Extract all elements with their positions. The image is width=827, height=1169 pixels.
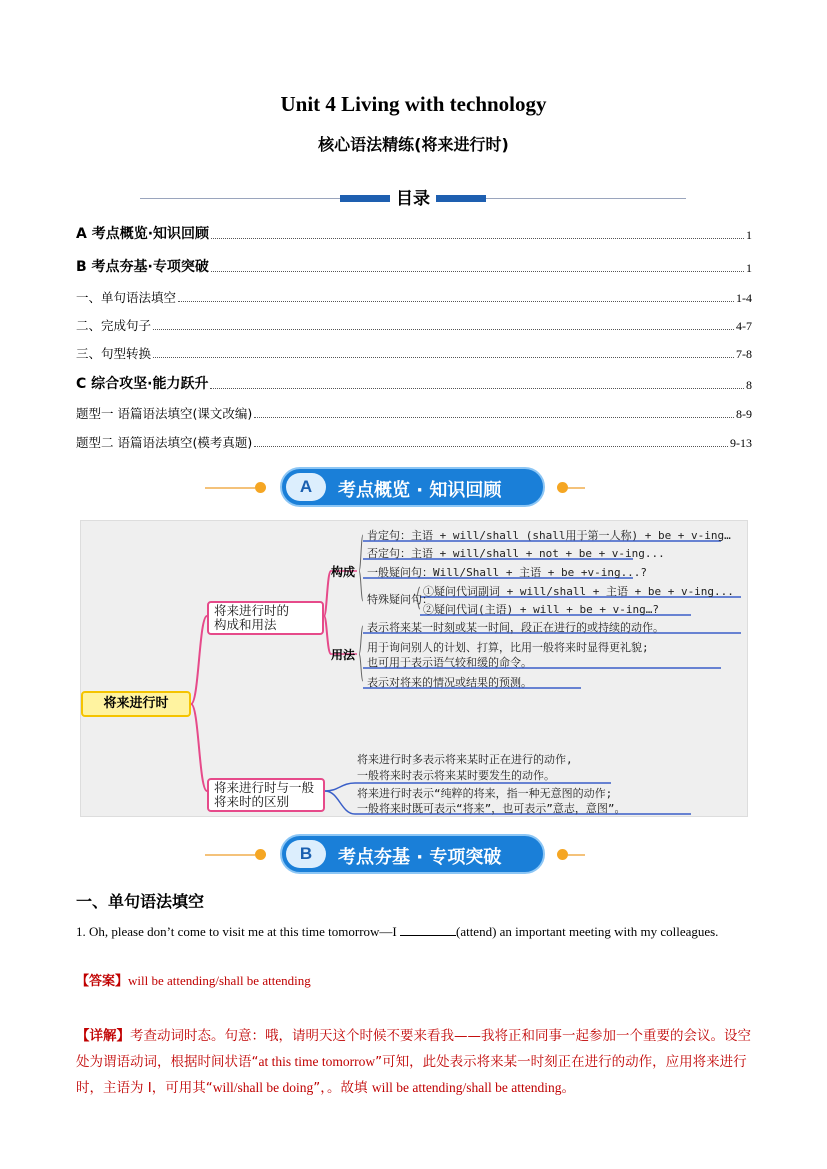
banner-pill <box>280 834 545 874</box>
comparison-3: 将来进行时表示“纯粹的将来，指一种无意图的动作; <box>357 787 613 800</box>
toc-leader <box>211 271 744 272</box>
document-title: Unit 4 Living with technology <box>280 92 547 116</box>
toc-entry[interactable] <box>76 404 752 422</box>
question-1 <box>76 920 752 944</box>
answer-tag: 【答案】 <box>76 974 129 989</box>
toc-entry-label: 题型二 语篇语法填空(模考真题) <box>76 435 253 450</box>
comparison-4: 一般将来时既可表示“将来”，也可表示”意志，意图”。 <box>357 802 626 815</box>
explain-fill: will be attending/shall be attending <box>371 1080 562 1095</box>
toc-leader <box>254 417 734 418</box>
toc-leader <box>178 301 734 302</box>
toc-entry[interactable] <box>76 433 752 451</box>
label-goucheng: 构成 <box>331 565 356 579</box>
banner-dot-right <box>557 482 568 493</box>
toc-leader <box>153 357 734 358</box>
question-text-after: (attend) an important meeting with my colleagues. <box>455 924 719 939</box>
explain-text-2: ”可知，此处表示将来某一时刻正在进行的动作，应用将来进行时，主语为 I，可用其“ <box>76 1054 747 1096</box>
toc-entry-page: 1 <box>746 261 752 275</box>
toc-entry-page: 9-13 <box>730 436 752 450</box>
explain-phrase: at this time tomorrow <box>258 1054 376 1069</box>
banner-badge: A <box>286 473 326 501</box>
branch-structure-usage <box>207 601 324 635</box>
label-yongfa: 用法 <box>331 648 356 662</box>
banner-line-left <box>205 854 255 856</box>
branch-title-line: 将来时的区别 <box>214 794 290 809</box>
question-number: 1. <box>76 924 86 939</box>
toc-rule-right <box>486 198 686 199</box>
branch-comparison <box>207 778 325 812</box>
toc-leader <box>211 238 744 239</box>
banner-line-left <box>205 487 255 489</box>
toc-entry[interactable] <box>76 256 752 276</box>
structure-special-label: 特殊疑问句： <box>367 593 433 606</box>
toc-entry-page: 7-8 <box>736 347 752 361</box>
question-text-before: Oh, please don’t come to visit me at this time tomorrow—I <box>89 924 397 939</box>
comparison-1: 将来进行时多表示将来某时正在进行的动作, <box>357 753 573 766</box>
toc-entry-page: 1 <box>746 228 752 242</box>
toc-entry-label: A 考点概览·知识回顾 <box>76 226 210 242</box>
comparison-2: 一般将来时表示将来某时要发生的动作。 <box>357 769 555 782</box>
toc-entry[interactable] <box>76 288 752 306</box>
structure-special-2: ②疑问代词(主语) + will + be + v-ing…? <box>423 603 659 616</box>
answer <box>76 970 311 989</box>
toc-bar-left <box>340 195 390 202</box>
banner-badge: B <box>286 840 326 868</box>
explain-end: 。 <box>561 1080 576 1096</box>
explain-text-1: 考查动词时态。句意：哦，请明天这个时候不要来看我——我将正和同事一起参加一个重要的会议。设空处为谓语动词，根据时间状语“ <box>76 1028 751 1070</box>
toc-leader <box>153 329 734 330</box>
toc-entry-label: 题型一 语篇语法填空(课文改编) <box>76 406 253 421</box>
mind-map-root: 将来进行时 <box>81 691 191 717</box>
toc-entry[interactable] <box>76 344 752 362</box>
toc-bar-right <box>436 195 486 202</box>
toc-heading <box>140 184 686 208</box>
toc-entry-label: B 考点夯基·专项突破 <box>76 259 209 275</box>
toc-entry[interactable] <box>76 223 752 243</box>
explain-text-3: ”，。故填 <box>313 1080 372 1096</box>
toc-entry-page: 8-9 <box>736 407 752 421</box>
section-banner-a <box>205 467 585 507</box>
document-subtitle: 核心语法精练(将来进行时) <box>318 135 509 154</box>
banner-dot-right <box>557 849 568 860</box>
usage-3: 也可用于表示语气较和缓的命令。 <box>367 656 532 669</box>
structure-yesno-question: 一般疑问句：Will/Shall + 主语 + be +v-ing...? <box>367 566 648 579</box>
branch-title-line: 将来进行时的 <box>214 603 290 618</box>
section-banner-b <box>205 834 585 874</box>
toc-entry-label: 一、单句语法填空 <box>76 290 177 305</box>
toc-entry-label: 三、句型转换 <box>76 346 152 361</box>
toc-leader <box>210 388 744 389</box>
toc-entry[interactable] <box>76 373 752 393</box>
usage-2: 用于询问别人的计划、打算，比用一般将来时显得更礼貌; <box>367 641 649 654</box>
structure-affirmative: 肯定句：主语 + will/shall (shall用于第一人称) + be + v-ing… <box>367 529 731 542</box>
answer-blank[interactable] <box>400 922 456 936</box>
branch-title-line: 将来进行时与一般 <box>214 780 315 795</box>
branch-title-line: 构成和用法 <box>214 617 277 632</box>
usage-4: 表示对将来的情况或结果的预测。 <box>367 676 532 689</box>
usage-1: 表示将来某一时刻或某一时间，段正在进行的或持续的动作。 <box>367 621 664 634</box>
structure-special-1: ①疑问代词副词 + will/shall + 主语 + be + v-ing... <box>423 585 734 598</box>
toc-entry-label: 二、完成句子 <box>76 318 152 333</box>
toc-entry-page: 8 <box>746 378 752 392</box>
toc-entry-page: 1-4 <box>736 291 752 305</box>
explain-form: will/shall be doing <box>212 1080 314 1095</box>
banner-text: 考点夯基 · 专项突破 <box>338 847 502 868</box>
explain-tag: 【详解】 <box>76 1028 130 1044</box>
explanation <box>76 1023 756 1101</box>
toc-entry-label: C 综合攻坚·能力跃升 <box>76 376 209 392</box>
banner-pill <box>280 467 545 507</box>
toc-entry-page: 4-7 <box>736 319 752 333</box>
banner-line-right <box>568 487 585 489</box>
mind-map <box>80 520 748 817</box>
toc-entry[interactable] <box>76 316 752 334</box>
toc-leader <box>254 446 728 447</box>
section-title: 一、单句语法填空 <box>76 892 205 911</box>
structure-negative: 否定句：主语 + will/shall + not + be + v-ing... <box>367 547 665 560</box>
toc-title: 目录 <box>396 189 430 209</box>
banner-line-right <box>568 854 585 856</box>
answer-text: will be attending/shall be attending <box>128 973 311 988</box>
toc-rule-left <box>140 198 340 199</box>
banner-dot-left <box>255 849 266 860</box>
banner-dot-left <box>255 482 266 493</box>
banner-text: 考点概览 · 知识回顾 <box>338 480 502 501</box>
